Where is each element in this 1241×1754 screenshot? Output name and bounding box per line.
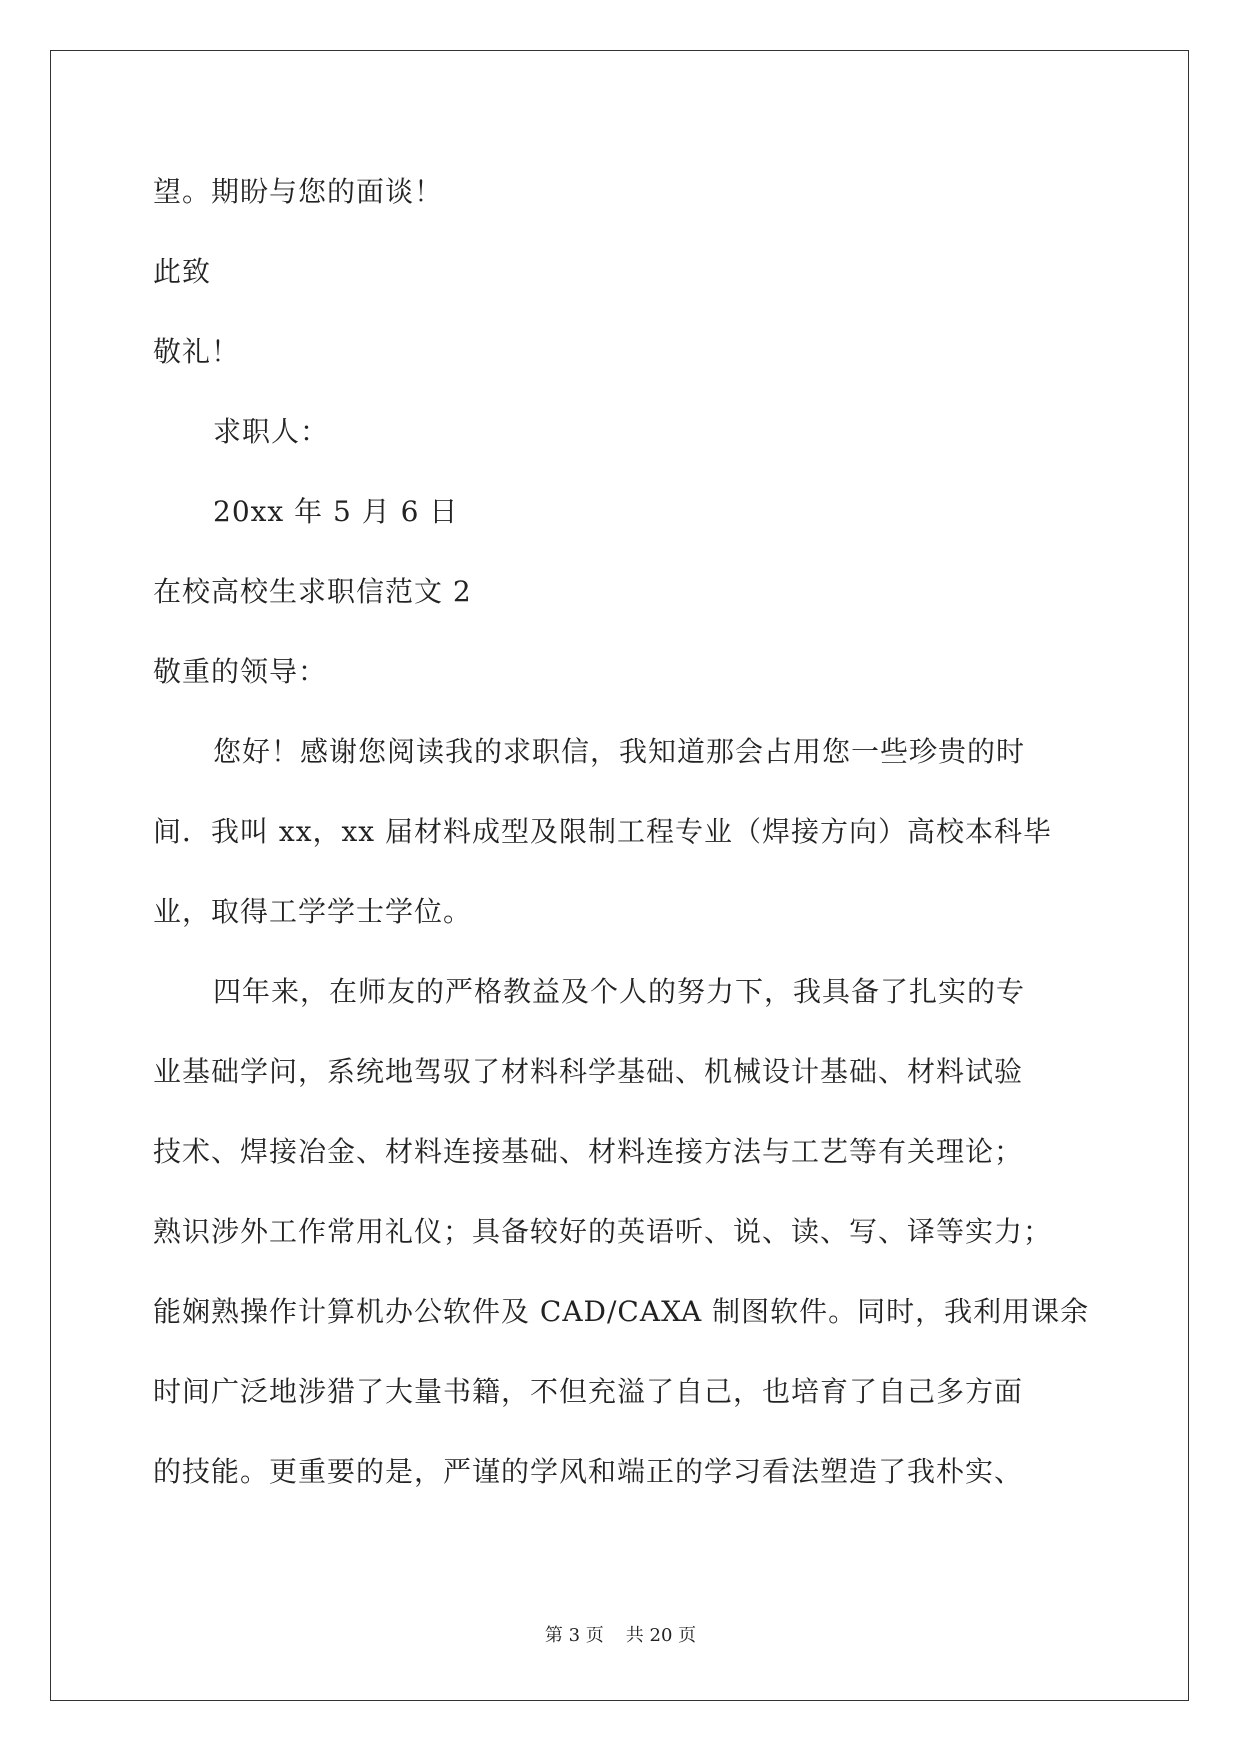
text-line: 望。期盼与您的面谈！	[153, 175, 444, 208]
page-footer	[0, 1624, 1241, 1648]
section-title: 在校高校生求职信范文 2	[153, 575, 472, 608]
paragraph-line: 时间广泛地涉猎了大量书籍，不但充溢了自己，也培育了自己多方面	[153, 1375, 1024, 1408]
paragraph-line: 熟识涉外工作常用礼仪；具备较好的英语听、说、读、写、译等实力；	[153, 1215, 1053, 1248]
paragraph-line: 的技能。更重要的是，严谨的学风和端正的学习看法塑造了我朴实、	[153, 1455, 1024, 1488]
paragraph-line: 业，取得工学学士学位。	[153, 895, 473, 928]
signature-label: 求职人：	[213, 415, 330, 448]
salutation-line: 敬礼！	[153, 335, 241, 368]
date-line: 20xx 年 5 月 6 日	[213, 495, 459, 528]
paragraph-line: 技术、焊接冶金、材料连接基础、材料连接方法与工艺等有关理论；	[153, 1135, 1024, 1168]
paragraph-line: 能娴熟操作计算机办公软件及 CAD/CAXA 制图软件。同时，我利用课余	[153, 1295, 1090, 1328]
page-number: 第 3 页	[544, 1625, 604, 1646]
greeting-line: 敬重的领导：	[153, 655, 328, 688]
page-total: 共 20 页	[625, 1625, 697, 1646]
closing-line: 此致	[153, 255, 212, 288]
paragraph-line: 业基础学问，系统地驾驭了材料科学基础、机械设计基础、材料试验	[153, 1055, 1024, 1088]
paragraph-line: 您好！感谢您阅读我的求职信，我知道那会占用您一些珍贵的时	[213, 735, 1026, 768]
paragraph-line: 间．我叫 xx，xx 届材料成型及限制工程专业（焊接方向）高校本科毕	[153, 815, 1052, 848]
paragraph-line: 四年来，在师友的严格教益及个人的努力下，我具备了扎实的专	[213, 975, 1026, 1008]
